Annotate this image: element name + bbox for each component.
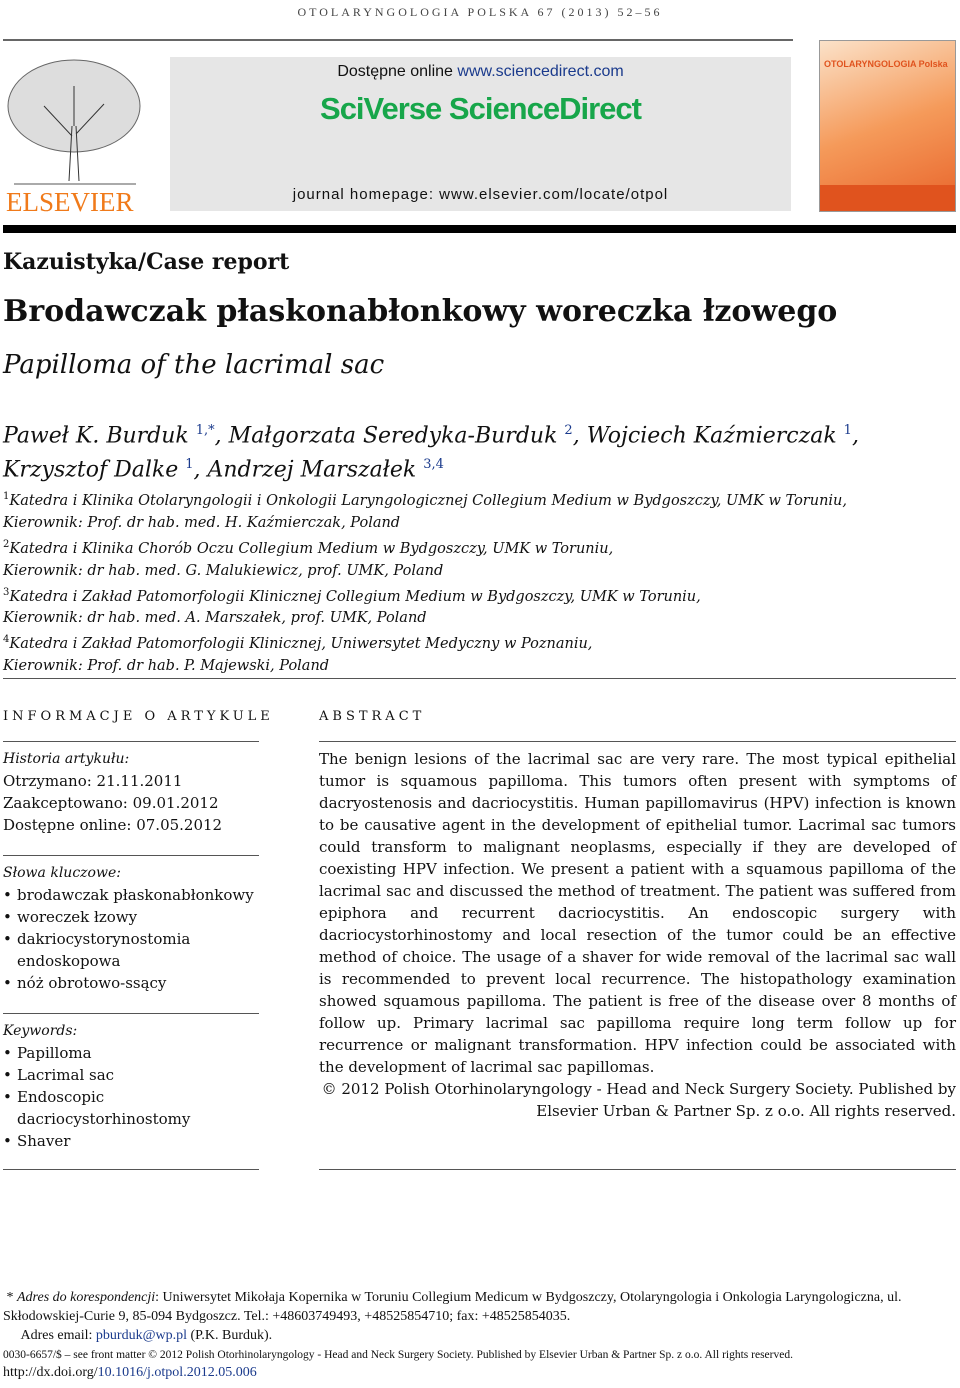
author-list — [3, 416, 958, 485]
divider — [3, 678, 956, 679]
copyright-line: Elsevier Urban & Partner Sp. z o.o. All rights reserved. — [536, 1102, 956, 1120]
author-name: Andrzej Marszałek — [207, 457, 417, 483]
abstract-heading: ABSTRACT — [319, 709, 426, 724]
cover-title: OTOLARYNGOLOGIA Polska — [824, 59, 948, 69]
history-label: Historia artykułu: — [3, 751, 130, 767]
abstract-text: The benign lesions of the lacrimal sac are very rare. The most typical epithelial tumor is squamous papilloma. This tumors often present with symptoms of dacryostenosis and dacriocystitis. Human papillomavirus (HPV) infection is known to be causative agent in the development of epithelial tumor. Lacrimal sac tumors could transform to malignant neoplasms, especially if they are developed of coexisting HPV infection. We present a patient with a squamous papilloma of the lacrimal sac and discussed the method of treatment. The patient was suffered from epiphora and recurrent dacriocystitis. An endoscopic surgery with dacriocystorhinostomy and local resection of the tumor could be an effective method of choice. The usage of a shaver for wide removal of the lacrimal sac wall is recommended to prevent local recurrence. The histopathology examination showed squamous papilloma. The patient is free of the disease over 8 months of follow up. Primary lacrimal sac papilloma require long term follow up for recurrence or malignant transformation. HPV infection could be associated with the development of lacrimal sac papillomas. — [319, 750, 956, 1076]
accepted-date: Zaakceptowano: 09.01.2012 — [3, 794, 219, 812]
section-label: Kazuistyka/Case report — [3, 249, 290, 275]
author-name: Wojciech Kaźmierczak — [586, 423, 837, 449]
divider — [319, 741, 956, 742]
affiliation-head: Kierownik: Prof. dr hab. med. H. Kaźmierczak, Poland — [3, 514, 401, 531]
copyright-line: © 2012 Polish Otorhinolaryngology - Head and Neck Surgery Society. Published by — [321, 1080, 956, 1098]
affiliation-head: Kierownik: Prof. dr hab. P. Majewski, Poland — [3, 658, 330, 675]
author-affiliation-mark[interactable]: 3,4 — [423, 457, 444, 473]
correspondence-label: Adres do korespondencji — [17, 1290, 156, 1305]
affiliation-mark: 2 — [3, 538, 10, 550]
elsevier-logo — [4, 56, 146, 212]
doi-link[interactable]: 10.1016/j.otpol.2012.05.006 — [97, 1365, 257, 1380]
divider — [3, 741, 259, 742]
pl-keywords-label: Słowa kluczowe: — [3, 865, 121, 881]
keyword-item: • Lacrimal sac — [3, 1064, 259, 1086]
author-affiliation-mark[interactable]: 1,* — [195, 423, 215, 438]
keyword-item: • dakriocystorynostomia endoskopowa — [3, 928, 259, 972]
affiliation-mark: 4 — [3, 634, 10, 646]
keywords-label: Keywords: — [3, 1023, 78, 1039]
keyword-item: • Shaver — [3, 1130, 259, 1152]
affiliation-mark: 1 — [3, 491, 10, 502]
affiliations — [3, 486, 958, 677]
doi-prefix: http://dx.doi.org/ — [3, 1365, 98, 1380]
email-link[interactable]: pburduk@wp.pl — [95, 1328, 187, 1343]
article-title: Brodawczak płaskonabłonkowy woreczka łzowego — [3, 294, 838, 329]
keyword-item: • woreczek łzowy — [3, 906, 259, 928]
keyword-item: • nóż obrotowo-ssący — [3, 972, 259, 994]
abstract-body — [319, 748, 956, 1122]
article-history — [3, 748, 259, 836]
author-separator: , — [572, 423, 587, 449]
author-separator: , — [193, 457, 208, 483]
correspondence-footnote — [3, 1288, 958, 1345]
divider — [3, 39, 793, 41]
author-affiliation-mark[interactable]: 1 — [185, 457, 194, 473]
email-label: Adres email: — [20, 1328, 96, 1343]
available-online-text: Dostępne online — [337, 63, 458, 80]
affiliation — [3, 486, 958, 512]
sciencedirect-banner — [170, 57, 791, 211]
keyword-item: • Endoscopic dacriocystorhinostomy — [3, 1086, 259, 1130]
affiliation-text: Katedra i Zakład Patomorfologii Klinicznej, Uniwersytet Medyczny w Poznaniu, — [9, 636, 593, 653]
affiliation-mark: 3 — [3, 586, 10, 598]
journal-cover-image — [819, 40, 956, 212]
abstract-copyright — [319, 1078, 956, 1122]
author-affiliation-mark[interactable]: 1 — [843, 423, 852, 438]
doi — [3, 1365, 257, 1381]
affiliation-head: Kierownik: dr hab. med. A. Marszałek, prof. UMK, Poland — [3, 610, 427, 627]
keyword-item: • brodawczak płaskonabłonkowy — [3, 884, 259, 906]
correspondence-text: : Uniwersytet Mikołaja Kopernika w Toruniu Collegium Medicum w Bydgoszczy, Otolaryngologia i Onkologia Laryngologiczna, ul. Skłodowskiej-Curie 9, 85-094 Bydgoszcz. Tel.: +48603749493, +48525854710; fax: +48525854035. — [3, 1290, 902, 1324]
footnote-mark: * — [6, 1290, 14, 1305]
received-date: Otrzymano: 21.11.2011 — [3, 772, 183, 790]
divider — [3, 855, 259, 856]
front-matter: 0030-6657/$ – see front matter © 2012 Polish Otorhinolaryngology - Head and Neck Surgery Society. Published by Elsevier Urban & Partner Sp. z o.o. All rights reserved. — [3, 1349, 793, 1361]
elsevier-wordmark: ELSEVIER — [6, 187, 134, 212]
sciverse-brand: SciVerse ScienceDirect — [320, 91, 641, 126]
divider — [3, 1169, 259, 1170]
divider — [3, 1013, 259, 1014]
journal-homepage[interactable]: journal homepage: www.elsevier.com/locate/otpol — [292, 186, 669, 203]
email-suffix: (P.K. Burduk). — [186, 1328, 273, 1343]
affiliation — [3, 582, 958, 608]
article-info-heading: INFORMACJE O ARTYKULE — [3, 709, 274, 724]
divider — [319, 1169, 956, 1170]
polish-keywords — [3, 862, 259, 994]
english-keywords — [3, 1020, 259, 1152]
header-bar — [3, 225, 956, 233]
author-separator: , — [214, 423, 229, 449]
affiliation — [3, 629, 958, 655]
article-subtitle: Papilloma of the lacrimal sac — [3, 350, 385, 380]
author-affiliation-mark[interactable]: 2 — [564, 423, 573, 438]
affiliation-head: Kierownik: dr hab. med. G. Malukiewicz, prof. UMK, Poland — [3, 562, 444, 579]
author-separator: , — [851, 423, 859, 449]
author-name: Krzysztof Dalke — [3, 457, 179, 483]
author-name: Paweł K. Burduk — [3, 423, 189, 449]
affiliation — [3, 534, 958, 560]
online-date: Dostępne online: 07.05.2012 — [3, 816, 223, 834]
affiliation-text: Katedra i Klinika Otolaryngologii i Onkologii Laryngologicznej Collegium Medium w Bydgoszczy, UMK w Toruniu, — [9, 492, 847, 509]
affiliation-text: Katedra i Zakład Patomorfologii Klinicznej Collegium Medium w Bydgoszczy, UMK w Toruniu, — [9, 588, 701, 605]
keyword-item: • Papilloma — [3, 1042, 259, 1064]
affiliation-text: Katedra i Klinika Chorób Oczu Collegium Medium w Bydgoszczy, UMK w Toruniu, — [9, 540, 614, 557]
tree-icon — [8, 60, 140, 184]
cover-footer — [820, 185, 955, 211]
sciencedirect-link[interactable]: www.sciencedirect.com — [457, 63, 624, 80]
journal-header: OTOLARYNGOLOGIA POLSKA 67 (2013) 52–56 — [297, 5, 663, 19]
author-name: Małgorzata Seredyka-Burduk — [228, 423, 558, 449]
